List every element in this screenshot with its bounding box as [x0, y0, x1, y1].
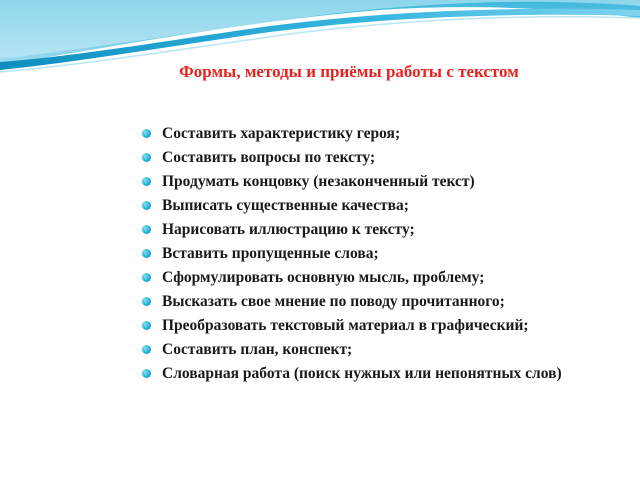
list-item-text: Составить вопросы по тексту;	[162, 149, 376, 166]
list-item-text: Высказать свое мнение по поводу прочитанного;	[162, 293, 505, 310]
list-item-text: Вставить пропущенные слова;	[162, 245, 379, 262]
list-item-text: Продумать концовку (незаконченный текст)	[162, 173, 475, 190]
list-item	[142, 172, 602, 191]
list-item-text: Преобразовать текстовый материал в графический;	[162, 317, 529, 334]
bullet-dot-icon	[142, 225, 151, 234]
bullet-dot-icon	[142, 369, 151, 378]
list-item-text: Составить план, конспект;	[162, 341, 353, 358]
list-item	[142, 364, 602, 383]
slide-title: Формы, методы и приёмы работы с текстом	[179, 62, 519, 81]
list-item-text: Выписать существенные качества;	[162, 197, 409, 214]
bullet-dot-icon	[142, 153, 151, 162]
bullet-dot-icon	[142, 345, 151, 354]
list-item-text: Словарная работа (поиск нужных или непонятных слов)	[162, 365, 562, 382]
list-item-text: Составить характеристику героя;	[162, 125, 401, 142]
list-item	[142, 268, 602, 287]
list-item	[142, 148, 602, 167]
bullet-dot-icon	[142, 273, 151, 282]
bullet-dot-icon	[142, 321, 151, 330]
list-item	[142, 220, 602, 239]
list-item	[142, 124, 602, 143]
list-item	[142, 340, 602, 359]
bullet-dot-icon	[142, 201, 151, 210]
list-item-text: Нарисовать иллюстрацию к тексту;	[162, 221, 415, 238]
list-item	[142, 316, 602, 335]
bullet-dot-icon	[142, 297, 151, 306]
bullet-dot-icon	[142, 249, 151, 258]
bullet-list	[142, 124, 602, 388]
list-item	[142, 244, 602, 263]
list-item	[142, 292, 602, 311]
list-item	[142, 196, 602, 215]
bullet-dot-icon	[142, 129, 151, 138]
list-item-text: Сформулировать основную мысль, проблему;	[162, 269, 485, 286]
bullet-dot-icon	[142, 177, 151, 186]
